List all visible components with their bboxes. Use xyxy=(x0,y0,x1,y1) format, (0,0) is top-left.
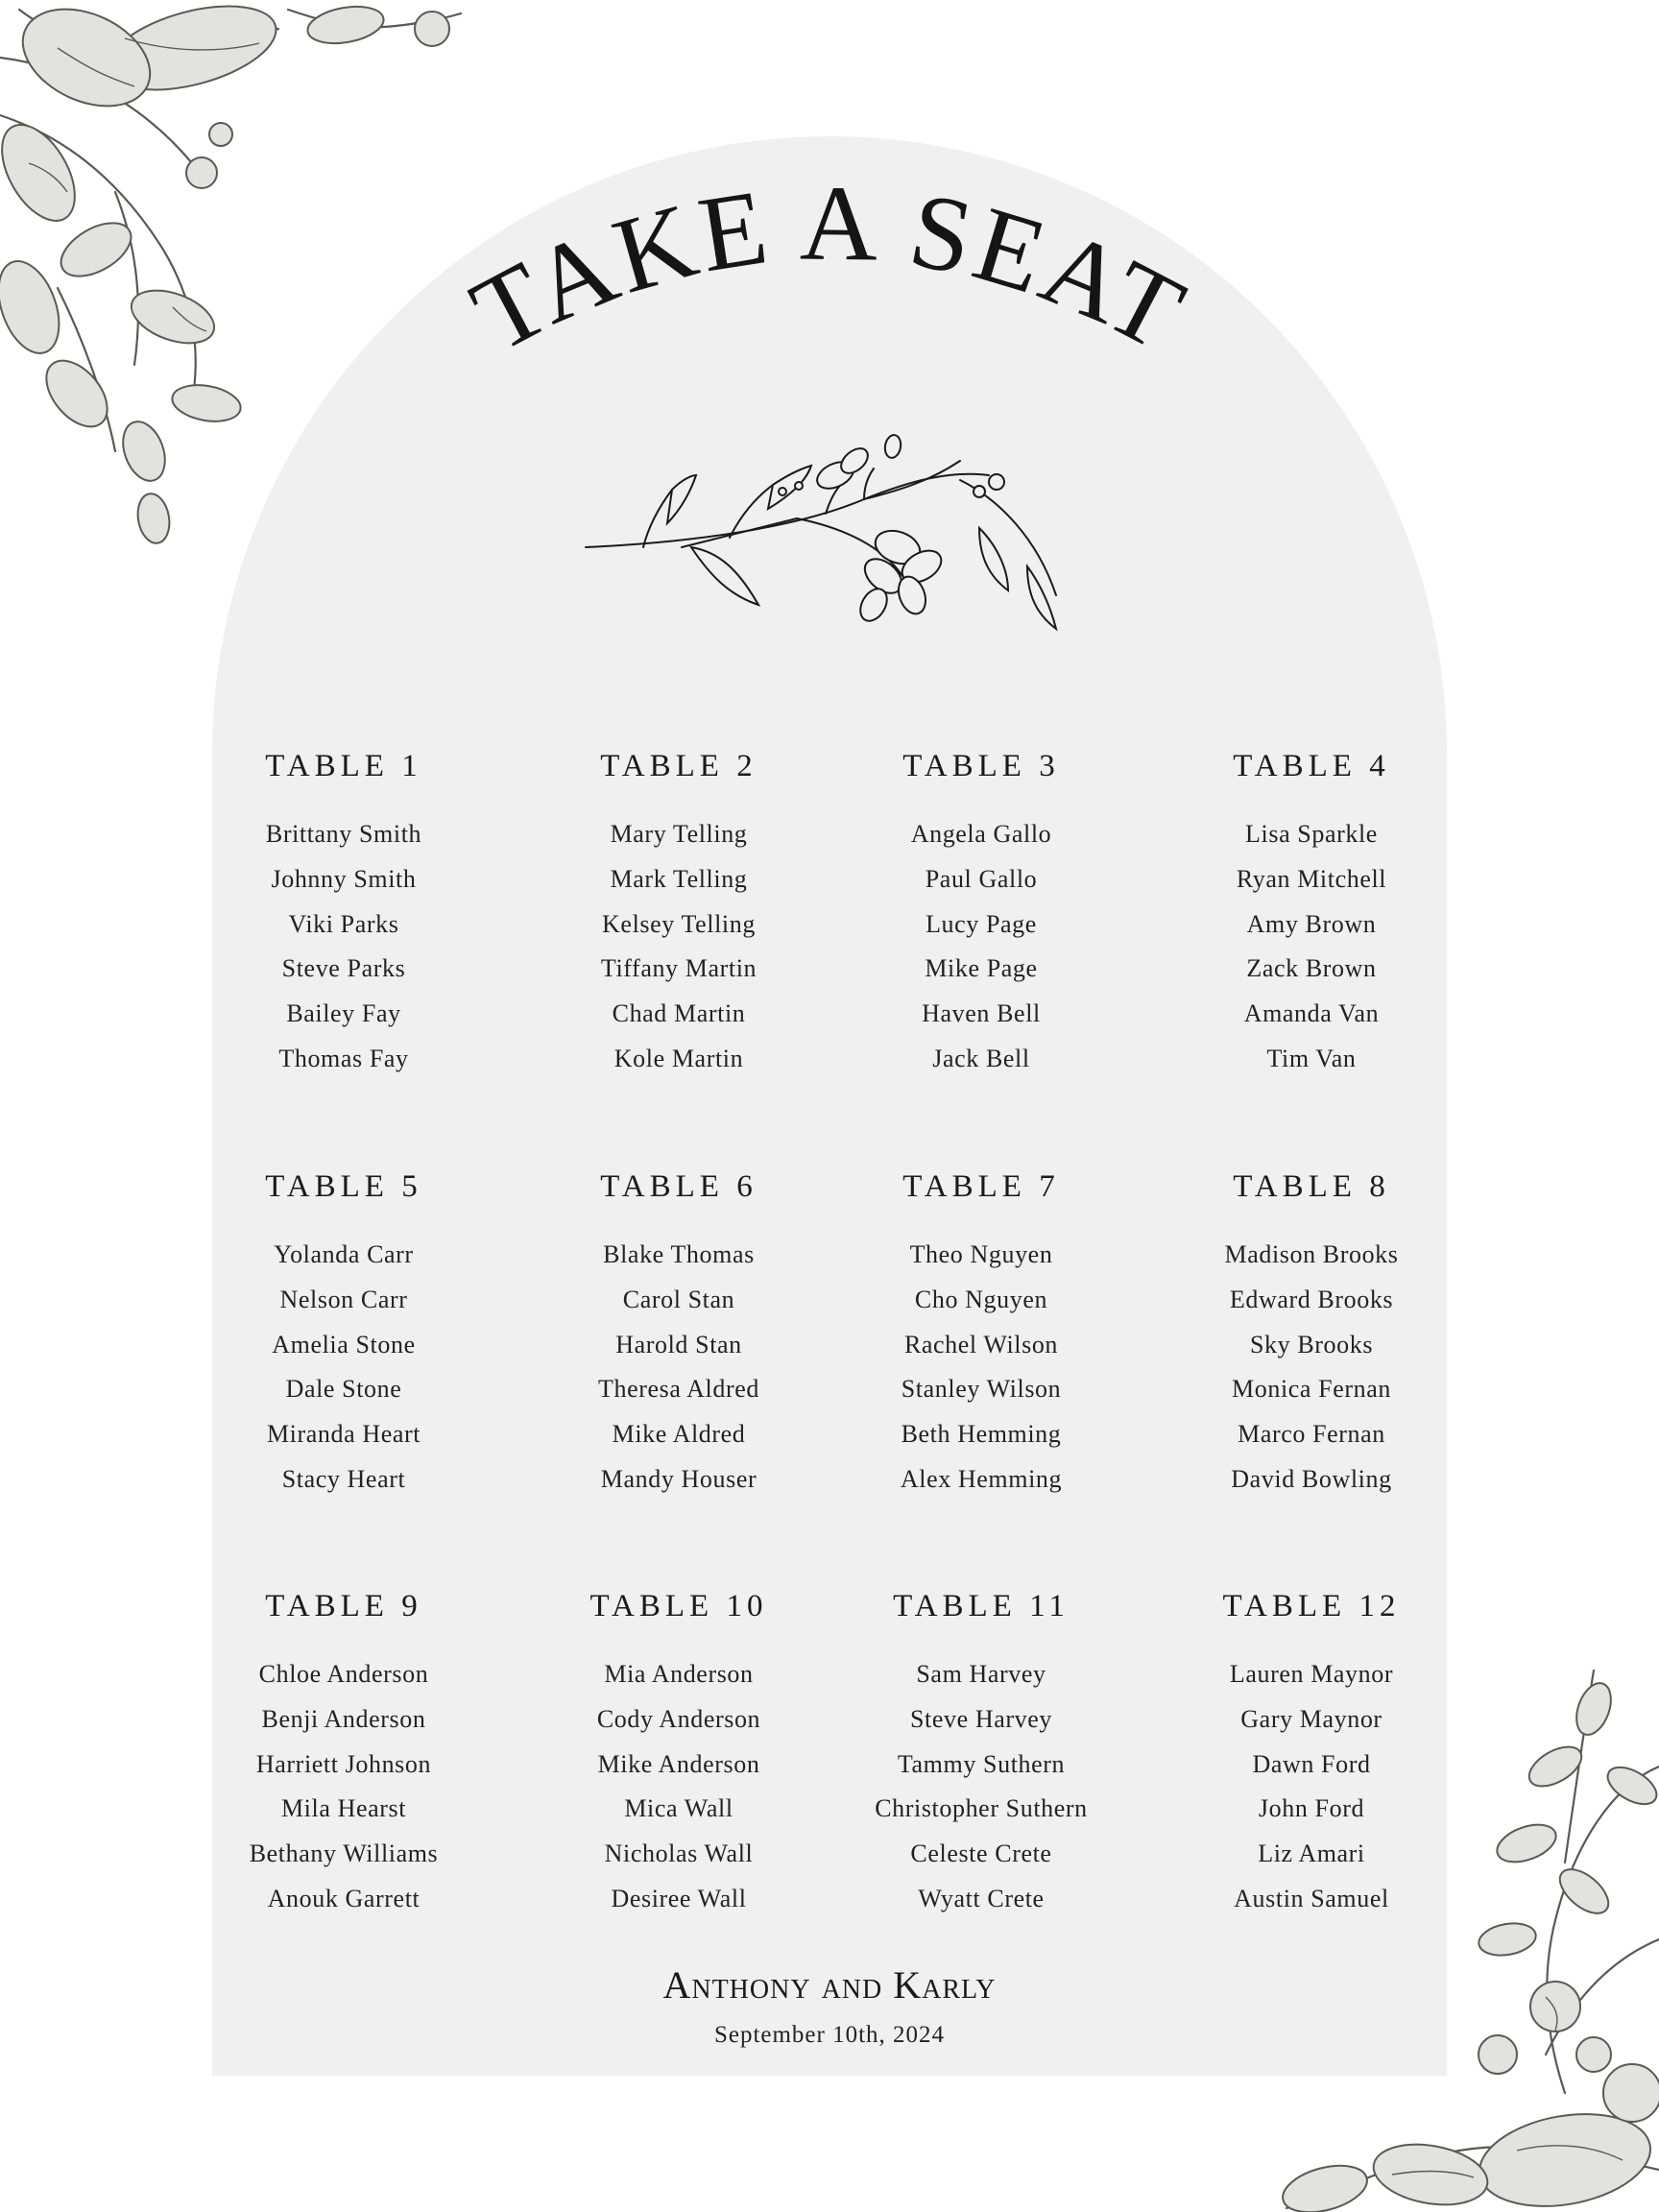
guest-name: Mandy Houser xyxy=(600,1464,757,1493)
guest-name: Amanda Van xyxy=(1243,999,1380,1028)
guest-name: Mia Anderson xyxy=(604,1660,754,1688)
guest-name: Alex Hemming xyxy=(900,1464,1063,1493)
table-heading: TABLE 3 xyxy=(902,749,1060,783)
guest-name: Tiffany Martin xyxy=(600,954,757,983)
guest-name: Stacy Heart xyxy=(281,1464,406,1493)
guest-name: Tim Van xyxy=(1266,1044,1357,1072)
guest-name: Dawn Ford xyxy=(1252,1749,1371,1778)
guest-name: Cho Nguyen xyxy=(914,1285,1048,1313)
guest-name: Theresa Aldred xyxy=(598,1375,759,1404)
guest-name: Carol Stan xyxy=(622,1285,735,1313)
table-block xyxy=(1153,1587,1470,1922)
guest-name: Mary Telling xyxy=(610,820,748,848)
guest-name: Austin Samuel xyxy=(1234,1884,1389,1912)
guest-name: Mike Page xyxy=(925,954,1038,983)
table-block xyxy=(185,747,502,1082)
table-block xyxy=(185,1167,502,1503)
guest-name: Chloe Anderson xyxy=(258,1660,429,1688)
guest-name: Harold Stan xyxy=(615,1330,742,1358)
table-block xyxy=(520,747,837,1082)
guest-name: Wyatt Crete xyxy=(918,1884,1045,1912)
table-heading: TABLE 5 xyxy=(265,1169,422,1204)
guest-name: Mike Anderson xyxy=(597,1749,760,1778)
guest-name: Gary Maynor xyxy=(1240,1704,1382,1733)
guest-name: Beth Hemming xyxy=(901,1420,1062,1449)
guest-name: Kelsey Telling xyxy=(602,909,756,938)
table-heading: TABLE 12 xyxy=(1222,1589,1401,1623)
guest-name: Steve Parks xyxy=(281,954,406,983)
event-date: September 10th, 2024 xyxy=(713,2022,946,2048)
guest-name: Tammy Suthern xyxy=(897,1749,1066,1778)
guest-name: Theo Nguyen xyxy=(909,1240,1053,1268)
couple-names: Anthony and Karly xyxy=(662,1963,997,2007)
table-heading: TABLE 4 xyxy=(1233,749,1390,783)
guest-name: Viki Parks xyxy=(288,909,399,938)
table-heading: TABLE 9 xyxy=(265,1589,422,1623)
guest-name: Ryan Mitchell xyxy=(1236,864,1387,893)
guest-name: Lucy Page xyxy=(926,909,1037,938)
guest-name: Desiree Wall xyxy=(611,1884,747,1912)
guest-name: Haven Bell xyxy=(922,999,1041,1028)
table-block xyxy=(1153,747,1470,1082)
table-block xyxy=(520,1167,837,1503)
guest-name: Amelia Stone xyxy=(272,1330,416,1358)
guest-name: Jack Bell xyxy=(932,1044,1030,1072)
guest-name: Steve Harvey xyxy=(910,1704,1052,1733)
guest-name: Dale Stone xyxy=(285,1375,402,1404)
guest-name: Mica Wall xyxy=(624,1794,733,1823)
guest-name: Zack Brown xyxy=(1246,954,1377,983)
guest-name: Amy Brown xyxy=(1246,909,1377,938)
table-heading: TABLE 1 xyxy=(265,749,422,783)
guest-name: Celeste Crete xyxy=(910,1839,1052,1868)
guest-name: Blake Thomas xyxy=(603,1240,755,1268)
table-block xyxy=(823,1167,1140,1503)
guest-name: Bethany Williams xyxy=(249,1839,439,1868)
table-block xyxy=(1153,1167,1470,1503)
guest-name: Brittany Smith xyxy=(265,820,422,848)
guest-name: Sky Brooks xyxy=(1249,1330,1374,1358)
guest-name: Lisa Sparkle xyxy=(1245,820,1378,848)
guest-name: Monica Fernan xyxy=(1232,1375,1391,1404)
table-heading: TABLE 2 xyxy=(600,749,757,783)
guest-name: Paul Gallo xyxy=(925,864,1038,893)
guest-name: David Bowling xyxy=(1231,1464,1392,1493)
guest-name: John Ford xyxy=(1258,1794,1365,1823)
guest-name: Johnny Smith xyxy=(271,864,417,893)
guest-name: Sam Harvey xyxy=(916,1660,1046,1688)
guest-name: Lauren Maynor xyxy=(1229,1660,1394,1688)
svg-text:TAKE A SEAT xyxy=(454,164,1205,375)
guest-name: Yolanda Carr xyxy=(274,1240,414,1268)
guest-name: Christopher Suthern xyxy=(875,1794,1088,1823)
guest-name: Marco Fernan xyxy=(1238,1420,1385,1449)
table-heading: TABLE 6 xyxy=(600,1169,757,1204)
guest-name: Nicholas Wall xyxy=(604,1839,754,1868)
guest-name: Benji Anderson xyxy=(261,1704,426,1733)
guest-name: Angela Gallo xyxy=(910,820,1052,848)
table-block xyxy=(823,1587,1140,1922)
guest-name: Stanley Wilson xyxy=(901,1375,1062,1404)
guest-name: Mike Aldred xyxy=(612,1420,746,1449)
page-title: TAKE A SEAT xyxy=(453,163,1205,375)
guest-name: Anouk Garrett xyxy=(267,1884,421,1912)
table-heading: TABLE 7 xyxy=(902,1169,1060,1204)
guest-name: Nelson Carr xyxy=(279,1285,408,1313)
table-block xyxy=(823,747,1140,1082)
guest-name: Chad Martin xyxy=(612,999,746,1028)
guest-name: Madison Brooks xyxy=(1224,1240,1399,1268)
guest-name: Rachel Wilson xyxy=(903,1330,1059,1358)
guest-name: Bailey Fay xyxy=(286,999,401,1028)
guest-name: Mila Hearst xyxy=(280,1794,407,1823)
guest-name: Kole Martin xyxy=(613,1044,744,1072)
guest-name: Mark Telling xyxy=(610,864,748,893)
guest-name: Miranda Heart xyxy=(266,1420,421,1449)
flower-sprig-icon xyxy=(576,422,1075,662)
guest-name: Thomas Fay xyxy=(278,1044,409,1072)
table-heading: TABLE 8 xyxy=(1233,1169,1390,1204)
table-block xyxy=(520,1587,837,1922)
table-heading: TABLE 10 xyxy=(589,1589,768,1623)
guest-name: Cody Anderson xyxy=(596,1704,761,1733)
table-heading: TABLE 11 xyxy=(893,1589,1070,1623)
guest-name: Harriett Johnson xyxy=(255,1749,432,1778)
table-block xyxy=(185,1587,502,1922)
guest-name: Edward Brooks xyxy=(1229,1285,1394,1313)
guest-name: Liz Amari xyxy=(1258,1839,1365,1868)
